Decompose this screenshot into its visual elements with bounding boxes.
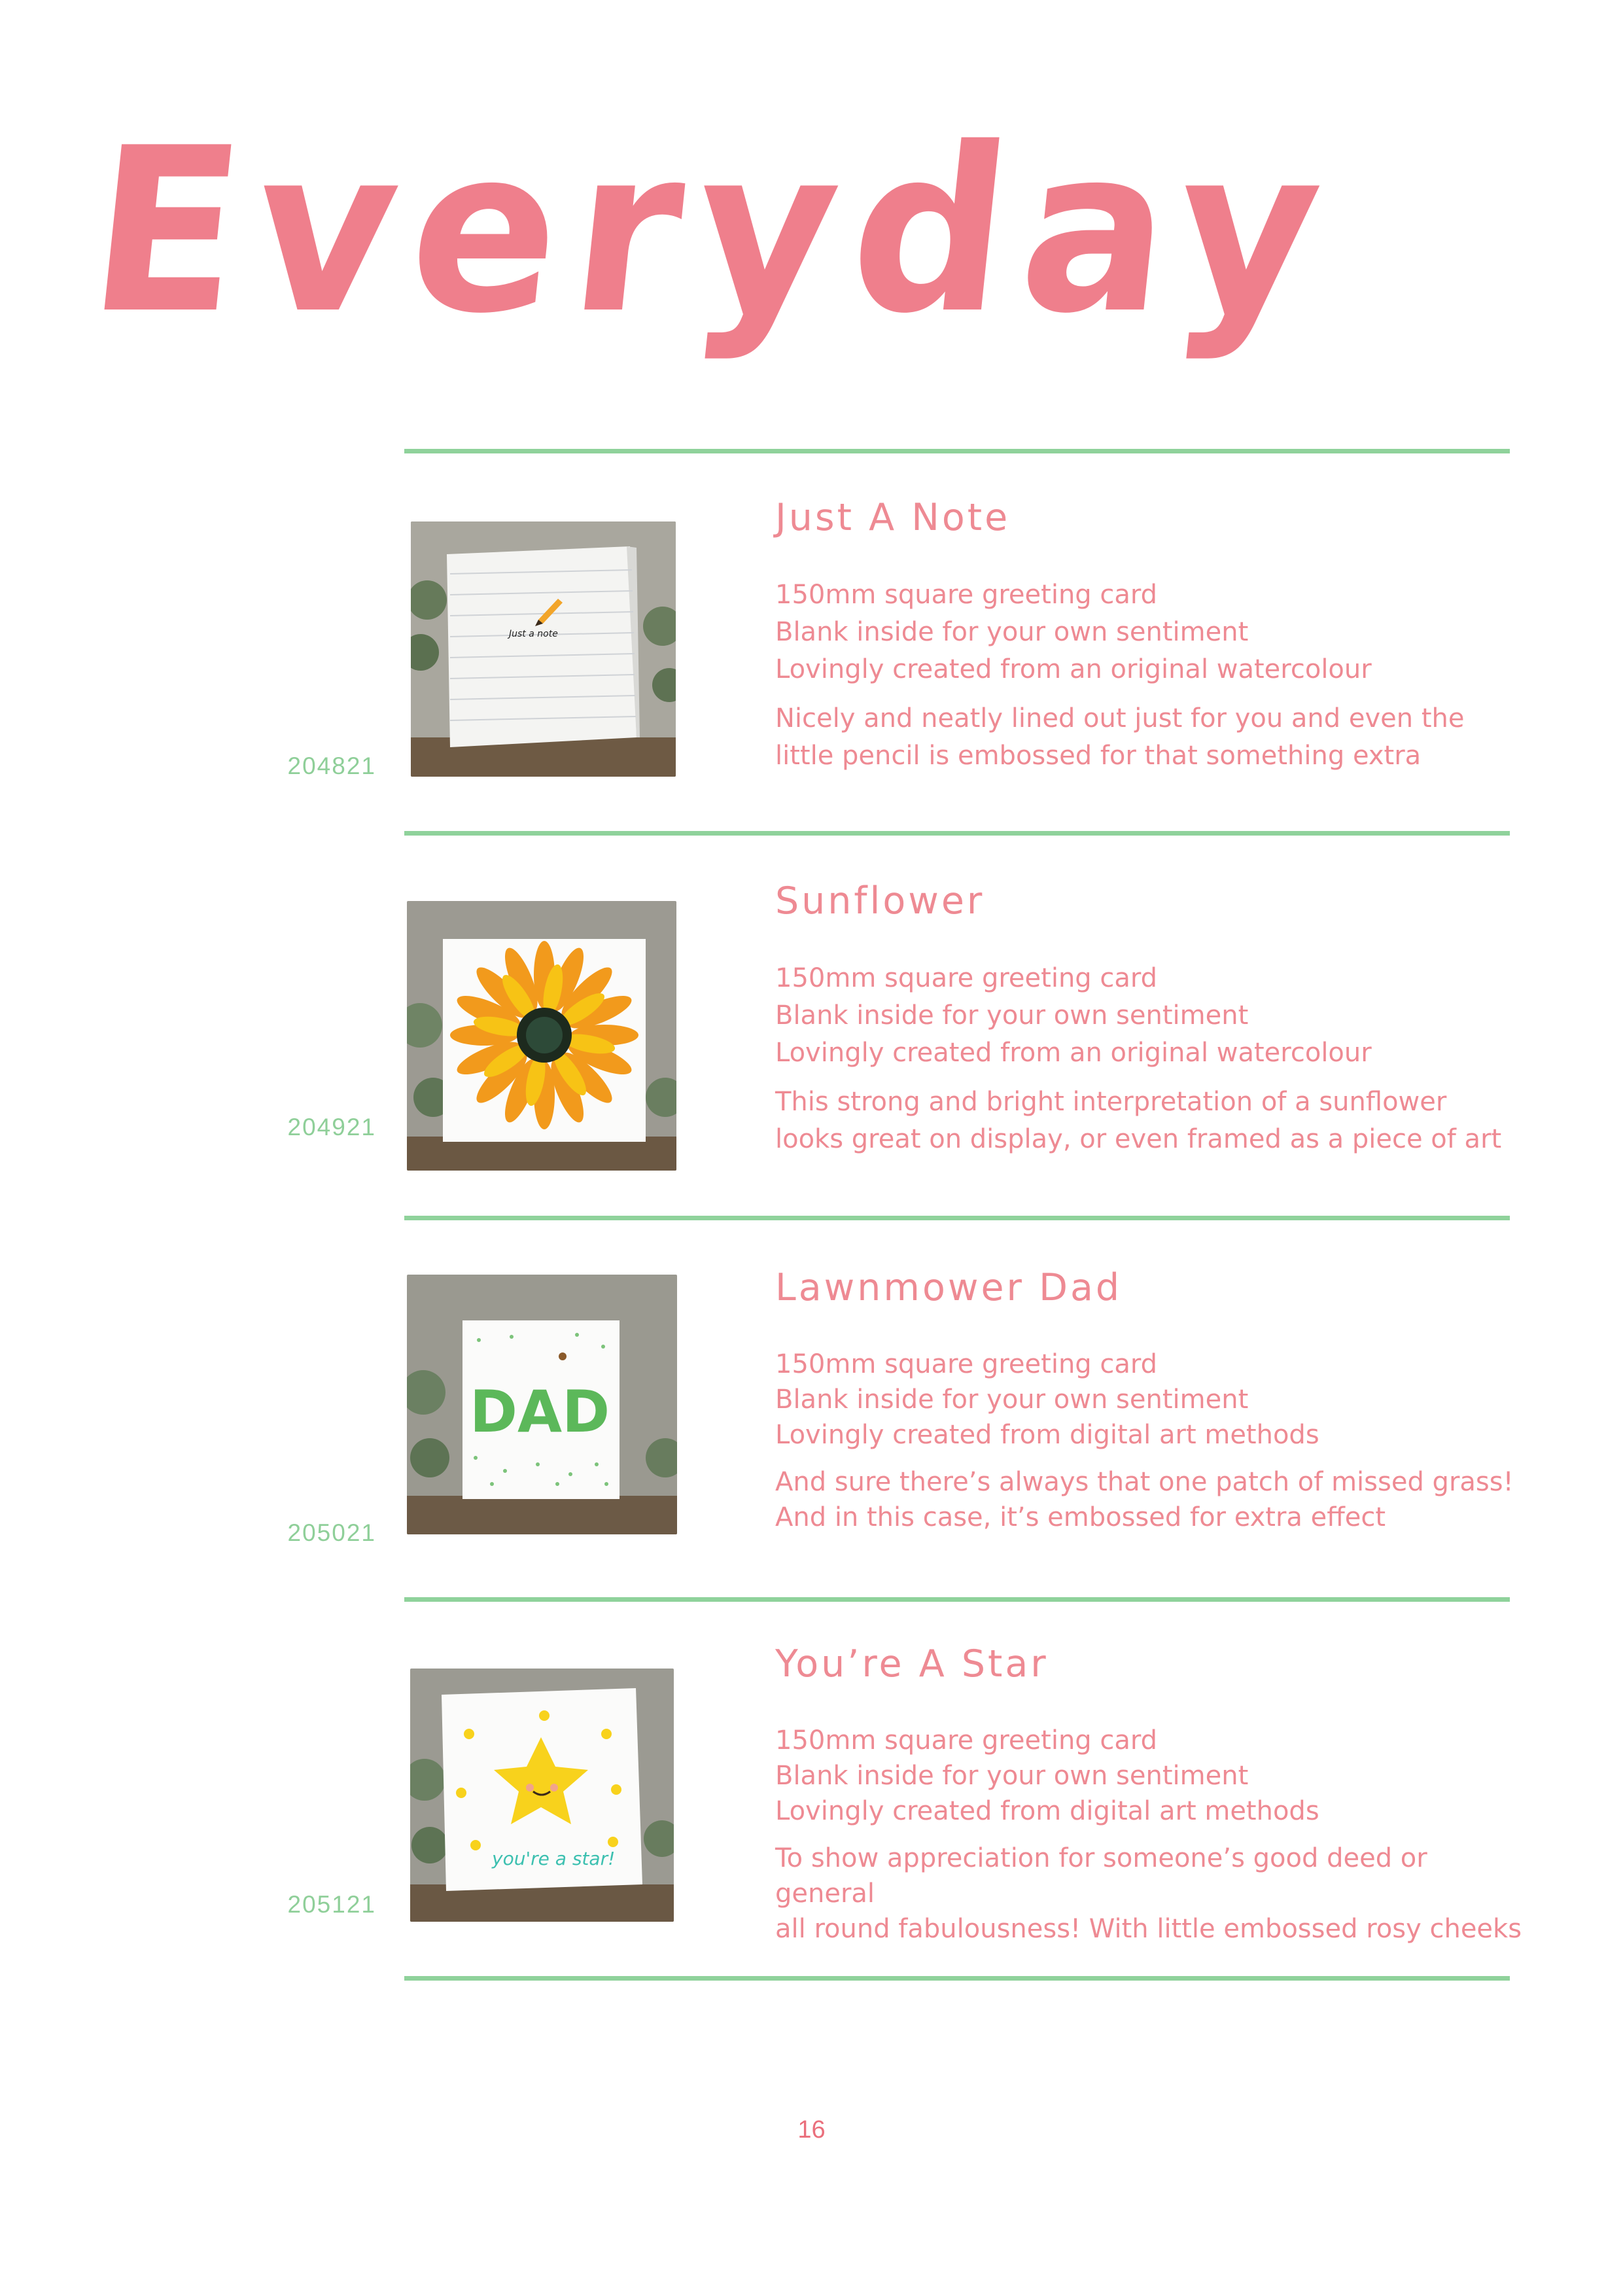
page-number: 16 (797, 2116, 826, 2144)
description-line: To show appreciation for someone’s good deed or general (775, 1843, 1427, 1909)
spec-line: Blank inside for your own sentiment (775, 1384, 1249, 1415)
product-image-just-a-note (411, 521, 676, 777)
description-line: all round fabulousness! With little embossed rosy cheeks (775, 1913, 1522, 1944)
spec-line: Lovingly created from digital art methods (775, 1795, 1319, 1826)
spec-line: 150mm square greeting card (775, 963, 1158, 993)
description-line: looks great on display, or even framed as a piece of art (775, 1123, 1502, 1154)
description-line: And in this case, it’s embossed for extra effect (775, 1502, 1386, 1532)
card-text: DAD (470, 1378, 610, 1445)
product-info (775, 497, 1534, 775)
description-line: And sure there’s always that one patch of missed grass! (775, 1466, 1514, 1497)
page-title: Everyday (79, 99, 1349, 363)
spec-line: Blank inside for your own sentiment (775, 1760, 1249, 1791)
product-name: Sunflower (775, 879, 985, 923)
product-code: 204921 (287, 1114, 376, 1140)
product-description (775, 1084, 1534, 1158)
divider (404, 1597, 1510, 1602)
card-text: Just a note (509, 629, 558, 639)
product-description (775, 1464, 1534, 1535)
spec-line: 150mm square greeting card (775, 1725, 1158, 1756)
product-description (775, 700, 1534, 775)
description-line: This strong and bright interpretation of a sunflower (775, 1086, 1447, 1117)
spec-line: Blank inside for your own sentiment (775, 616, 1249, 647)
product-code: 204821 (287, 752, 376, 779)
spec-line: Lovingly created from digital art methods (775, 1419, 1319, 1450)
product-image-sunflower (407, 901, 676, 1171)
product-name: Just A Note (775, 496, 1011, 539)
product-name: Lawnmower Dad (775, 1266, 1123, 1309)
spec-line: Lovingly created from an original watercolour (775, 654, 1372, 684)
spec-line: 150mm square greeting card (775, 579, 1158, 610)
product-code: 205121 (287, 1891, 376, 1918)
product-code: 205021 (287, 1519, 376, 1546)
divider (404, 1216, 1510, 1220)
divider (404, 1976, 1510, 1981)
spec-line: 150mm square greeting card (775, 1349, 1158, 1379)
card-text: you're a star! (492, 1848, 616, 1869)
spec-line: Lovingly created from an original watercolour (775, 1037, 1372, 1068)
spec-line: Blank inside for your own sentiment (775, 1000, 1249, 1031)
product-image-lawnmower-dad (407, 1275, 677, 1534)
product-info (775, 1644, 1534, 1947)
product-info (775, 1267, 1534, 1535)
product-info (775, 881, 1534, 1158)
divider (404, 449, 1510, 453)
product-image-youre-a-star (410, 1669, 674, 1922)
product-description (775, 1841, 1534, 1947)
divider (404, 831, 1510, 836)
description-line: Nicely and neatly lined out just for you and even the (775, 703, 1465, 733)
product-name: You’re A Star (775, 1642, 1049, 1686)
description-line: little pencil is embossed for that something extra (775, 740, 1422, 771)
